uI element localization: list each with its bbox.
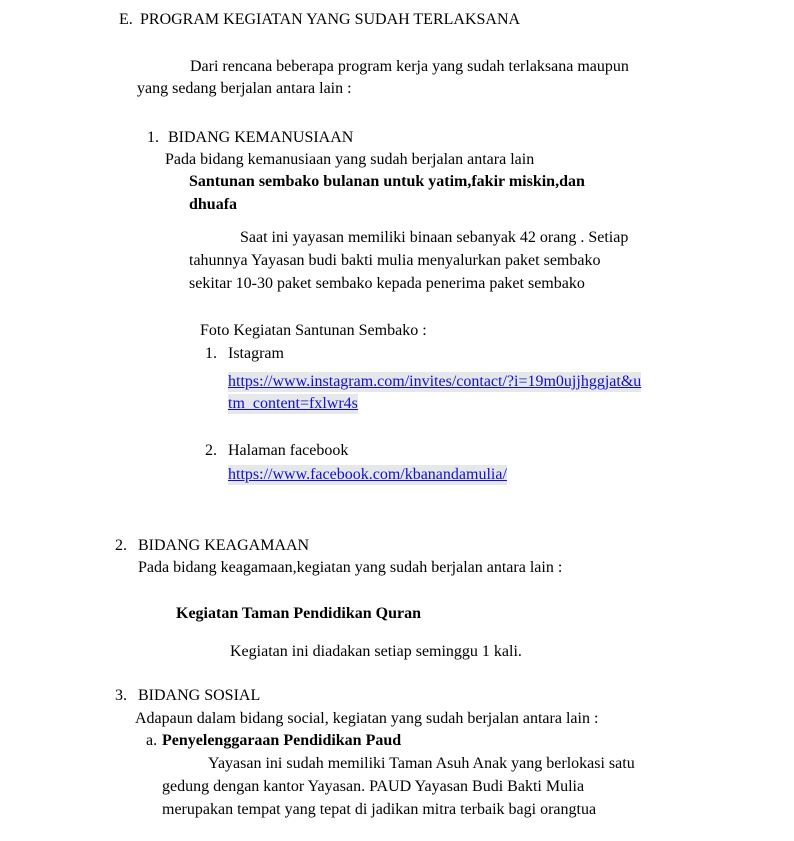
list-number: 2.: [115, 537, 127, 554]
instagram-link[interactable]: tm_content=fxlwr4s: [228, 395, 358, 412]
activity-desc: Kegiatan ini diadakan setiap seminggu 1 kali.: [230, 643, 522, 660]
bidang-intro: Pada bidang kemanusiaan yang sudah berjalan antara lain: [165, 151, 535, 168]
section-marker: E.: [119, 11, 133, 28]
sub-desc: Yayasan ini sudah memiliki Taman Asuh Anak yang berlokasi satu: [208, 755, 635, 772]
list-number: 2.: [205, 442, 217, 459]
link-label-instagram: Istagram: [228, 345, 284, 362]
list-number: 1.: [205, 345, 217, 362]
bidang-intro: Pada bidang keagamaan,kegiatan yang sudah berjalan antara lain :: [138, 559, 563, 576]
facebook-link[interactable]: https://www.facebook.com/kbanandamulia/: [228, 466, 507, 483]
section-title: PROGRAM KEGIATAN YANG SUDAH TERLAKSANA: [140, 11, 521, 28]
list-number: 3.: [115, 687, 127, 704]
bidang-title: BIDANG KEMANUSIAAN: [168, 129, 354, 146]
activity-title: Kegiatan Taman Pendidikan Quran: [176, 605, 421, 622]
sub-title: Penyelenggaraan Pendidikan Paud: [162, 732, 402, 749]
link-label-facebook: Halaman facebook: [228, 442, 349, 459]
activity-desc: sekitar 10-30 paket sembako kepada penerima paket sembako: [189, 275, 585, 292]
activity-desc: tahunnya Yayasan budi bakti mulia menyalurkan paket sembako: [189, 252, 601, 269]
list-number: 1.: [147, 129, 159, 146]
activity-desc: Saat ini yayasan memiliki binaan sebanyak 42 orang . Setiap: [240, 229, 629, 246]
photo-label: Foto Kegiatan Santunan Sembako :: [200, 322, 427, 339]
bidang-title: BIDANG KEAGAMAAN: [138, 537, 310, 554]
activity-title: dhuafa: [189, 196, 238, 213]
bidang-intro: Adapaun dalam bidang social, kegiatan yang sudah berjalan antara lain :: [135, 710, 599, 727]
intro-text: Dari rencana beberapa program kerja yang sudah terlaksana maupun: [190, 58, 629, 75]
intro-text: yang sedang berjalan antara lain :: [137, 80, 352, 97]
instagram-link[interactable]: https://www.instagram.com/invites/contact/?i=19m0ujjhggjat&u: [228, 373, 642, 390]
sub-desc: merupakan tempat yang tepat di jadikan mitra terbaik bagi orangtua: [162, 801, 597, 818]
sub-marker: a.: [146, 732, 158, 749]
bidang-title: BIDANG SOSIAL: [138, 687, 261, 704]
activity-title: Santunan sembako bulanan untuk yatim,fakir miskin,dan: [189, 173, 585, 190]
sub-desc: gedung dengan kantor Yayasan. PAUD Yayasan Budi Bakti Mulia: [162, 778, 585, 795]
